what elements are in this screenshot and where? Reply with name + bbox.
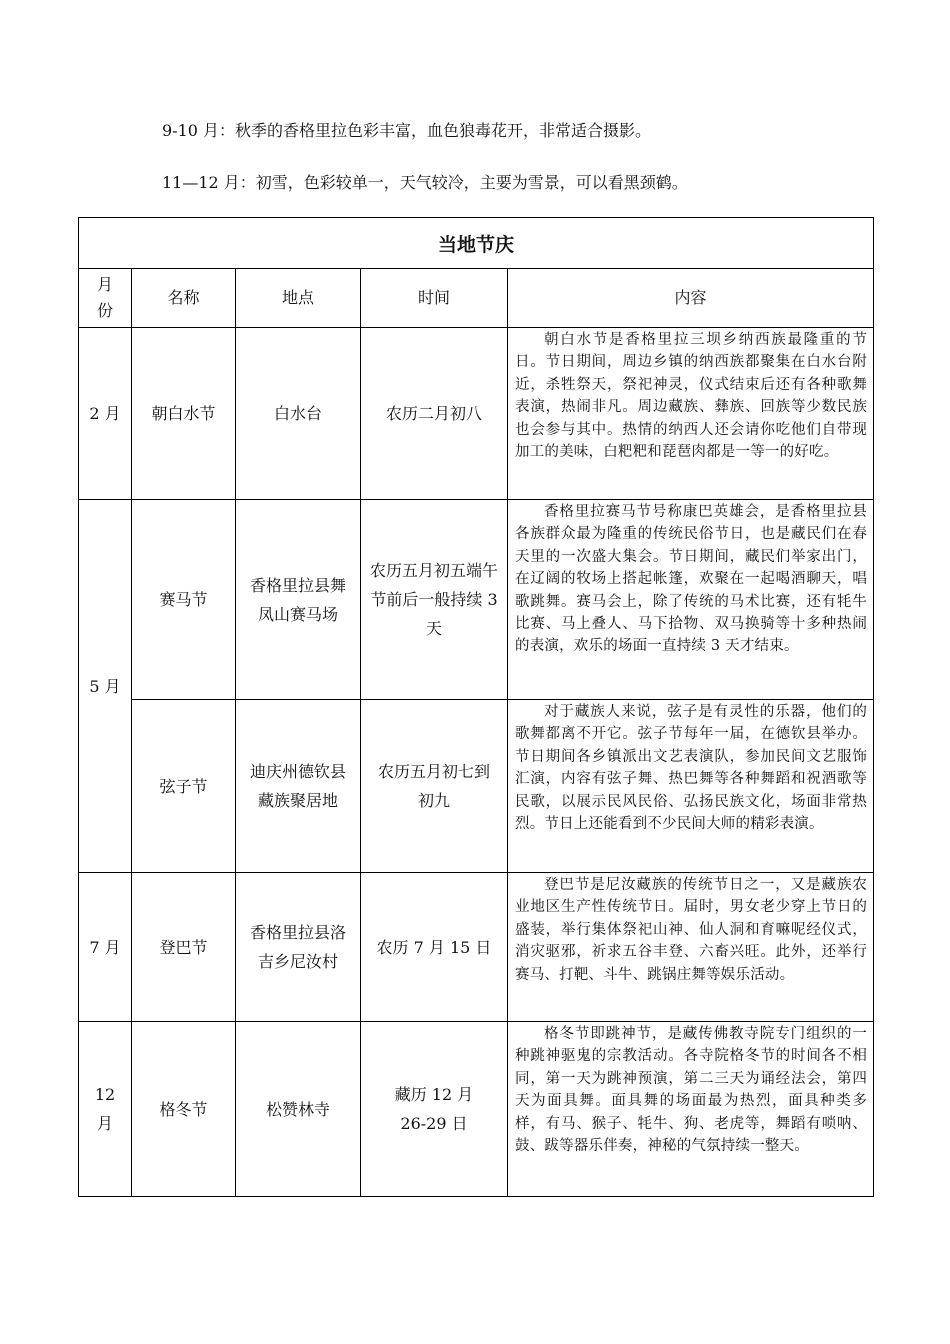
content-cell: [508, 873, 874, 1022]
place-cell: [236, 700, 361, 873]
place-text: 迪庆州德钦县藏族聚居地: [249, 762, 346, 810]
time-text: 农历五月初五端午节前后一般持续 3 天: [370, 561, 499, 638]
name-cell: 登巴节: [132, 873, 236, 1022]
month-cell: 7 月: [79, 873, 132, 1022]
header-month: [79, 269, 132, 328]
place-cell: [236, 873, 361, 1022]
content-text: 对于藏族人来说，弦子是有灵性的乐器，他们的歌舞都离不开它。弦子节每年一届，在德钦县举办。节日期间各乡镇派出文艺表演队，参加民间文艺服饰汇演，内容有弦子舞、热巴舞等各种舞蹈和祝酒歌等民歌，以展示民风民俗、弘扬民族文化，场面非常热烈。节日上还能看到不少民间大师的精彩表演。: [515, 704, 868, 833]
content-cell: [508, 500, 874, 700]
place-cell: 松赞林寺: [236, 1022, 361, 1197]
intro-line-sep-oct: 9-10 月：秋季的香格里拉色彩丰富，血色狼毒花开，非常适合摄影。: [162, 121, 652, 140]
month-cell: 5 月: [79, 500, 132, 873]
month-cell: 2 月: [79, 328, 132, 500]
header-month-text: 月份: [96, 275, 113, 320]
month-cell: [79, 1022, 132, 1197]
place-cell: [236, 500, 361, 700]
table-row: [79, 1022, 874, 1197]
table-row: [79, 873, 874, 1022]
table-row: [79, 328, 874, 500]
content-text: 香格里拉赛马节号称康巴英雄会，是香格里拉县各族群众最为隆重的传统民俗节日，也是藏民们在春天里的一次盛大集会。节日期间，藏民们举家出门，在辽阔的牧场上搭起帐篷，欢聚在一起喝酒聊天，唱歌跳舞。赛马会上，除了传统的马术比赛，还有牦牛比赛、马上叠人、马下拾物、双马换骑等十多种热闹的表演，欢乐的场面一直持续 3 天才结束。: [515, 504, 868, 655]
place-text: 香格里拉县舞凤山赛马场: [249, 575, 346, 624]
time-cell: [361, 1022, 508, 1197]
content-cell: [508, 1022, 874, 1197]
intro-line-nov-dec: 11—12 月：初雪，色彩较单一，天气较冷，主要为雪景，可以看黑颈鹤。: [162, 173, 688, 192]
time-text: 藏历 12 月 26-29 日: [394, 1085, 474, 1133]
content-cell: [508, 328, 874, 500]
place-text: 香格里拉县洛吉乡尼汝村: [249, 923, 346, 971]
content-text: 格冬节即跳神节，是藏传佛教寺院专门组织的一种跳神驱鬼的宗教活动。各寺院格冬节的时间各不相同，第一天为跳神预演，第二三天为诵经法会，第四天为面具舞。面具舞的场面最为热烈，面具种类多样，有马、猴子、牦牛、狗、老虎等，舞蹈有唢呐、鼓、跋等器乐伴奏，神秘的气氛持续一整天。: [515, 1026, 868, 1155]
table-row: [79, 700, 874, 873]
time-cell: [361, 500, 508, 700]
header-time: 时间: [361, 269, 508, 328]
name-cell: 格冬节: [132, 1022, 236, 1197]
time-cell: 农历 7 月 15 日: [361, 873, 508, 1022]
header-content: 内容: [508, 269, 874, 328]
table-title: 当地节庆: [79, 218, 874, 269]
content-text: 朝白水节是香格里拉三坝乡纳西族最隆重的节日。节日期间，周边乡镇的纳西族都聚集在白水台附近，杀牲祭天，祭祀神灵，仪式结束后还有各种歌舞表演，热闹非凡。周边藏族、彝族、回族等少数民族也会参与其中。热情的纳西人还会请你吃他们自带现加工的美味，白粑粑和琵琶肉都是一等一的好吃。: [515, 332, 868, 461]
time-text: 农历五月初七到初九: [377, 762, 490, 810]
month-text: 12 月: [94, 1085, 116, 1133]
place-cell: 白水台: [236, 328, 361, 500]
header-place: 地点: [236, 269, 361, 328]
time-cell: 农历二月初八: [361, 328, 508, 500]
content-text: 登巴节是尼汝藏族的传统节日之一，又是藏族农业地区生产性传统节日。届时，男女老少穿上节日的盛装，举行集体祭祀山神、仙人洞和育嘛呢经仪式，消灾驱邪，祈求五谷丰登、六畜兴旺。此外，还举行赛马、打靶、斗牛、跳锅庄舞等娱乐活动。: [515, 877, 868, 983]
name-cell: 弦子节: [132, 700, 236, 873]
table-row: [79, 500, 874, 700]
header-name: 名称: [132, 269, 236, 328]
content-cell: [508, 700, 874, 873]
name-cell: 赛马节: [132, 500, 236, 700]
time-cell: [361, 700, 508, 873]
name-cell: 朝白水节: [132, 328, 236, 500]
festival-table: [78, 217, 874, 1197]
